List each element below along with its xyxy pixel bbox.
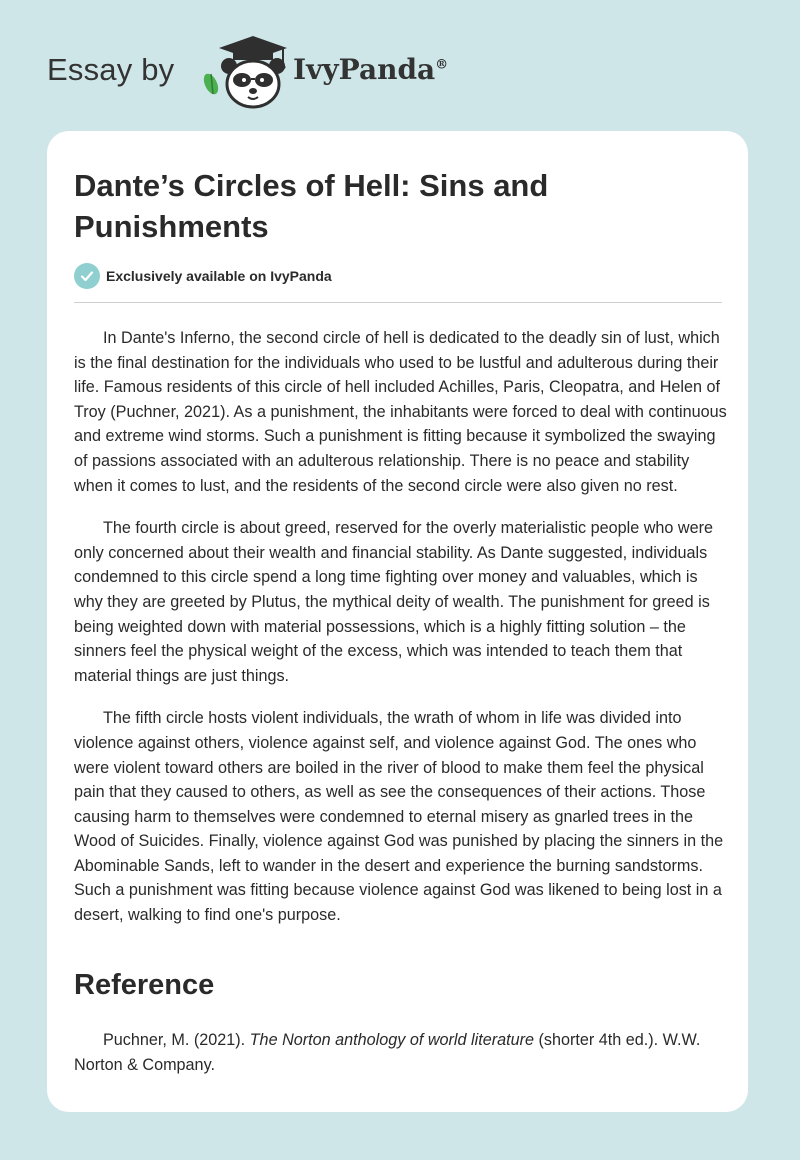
brand-prefix: Essay by xyxy=(47,52,175,87)
reference-authors: Puchner, M. (2021). xyxy=(103,1031,250,1049)
reference-heading: Reference xyxy=(74,969,215,1001)
reference-publisher: (shorter 4th ed.). W.W. Norton & Company. xyxy=(74,1031,701,1074)
exclusive-badge xyxy=(74,263,332,289)
leaf-icon xyxy=(201,71,221,96)
essay-body xyxy=(74,326,730,946)
paragraph: The fourth circle is about greed, reserved for the overly materialistic people who were only concerned about their wealth and financial stability. As Dante suggested, individuals condemned to this circle spend a long time fighting over money and valuables, which is why they are greeted by Plutus, the mythical deity of wealth. The punishment for greed is being weighted down with material possessions, which is a highly fitting solution – the sinners feel the physical weight of the excess, which was intended to teach them that material things are just things. xyxy=(74,519,714,685)
reference-entry xyxy=(74,1028,730,1077)
check-icon xyxy=(74,263,100,289)
brand-logo[interactable] xyxy=(47,34,507,114)
reference-book-title: The Norton anthology of world literature xyxy=(249,1031,535,1049)
badge-label: Exclusively available on IvyPanda xyxy=(106,268,332,284)
paragraph: The fifth circle hosts violent individuals, the wrath of whom in life was divided into violence against others, violence against self, and violence against God. The ones who were violent toward others are boiled in the river of blood to make them feel the physical pain that they caused to others, as well as see the consequences of their actions. Those causing harm to themselves were condemned to eternal misery as gnarled trees in the Wood of Suicides. Finally, violence against God was punished by placing the sinners in the Abominable Sands, left to wander in the desert and experience the burning sandstorms. Such a punishment was fitting because violence against God was likened to being lost in a desert, walking to find one's purpose. xyxy=(74,709,724,925)
paragraph: In Dante's Inferno, the second circle of hell is dedicated to the deadly sin of lust, which is the final destination for the individuals who used to be lustful and adulterous during their life. Famous residents of this circle of hell included Achilles, Paris, Cleopatra, and Helen of Troy (Puchner, 2021). As a punishment, the inhabitants were forced to deal with continuous and extreme wind storms. Such a punishment is fitting because it symbolized the swaying of passions associated with an adulterous relationship. There is no peace and stability when it comes to lust, and the residents of the second circle were also given no rest. xyxy=(74,329,727,495)
divider xyxy=(74,302,722,303)
essay-card xyxy=(47,131,748,1112)
registered-mark: ® xyxy=(435,57,449,73)
brand-name-text: IvyPanda xyxy=(293,53,436,86)
essay-title: Dante’s Circles of Hell: Sins and Punishments xyxy=(74,168,549,244)
panda-graduate-icon xyxy=(199,34,295,110)
brand-name xyxy=(293,53,448,86)
